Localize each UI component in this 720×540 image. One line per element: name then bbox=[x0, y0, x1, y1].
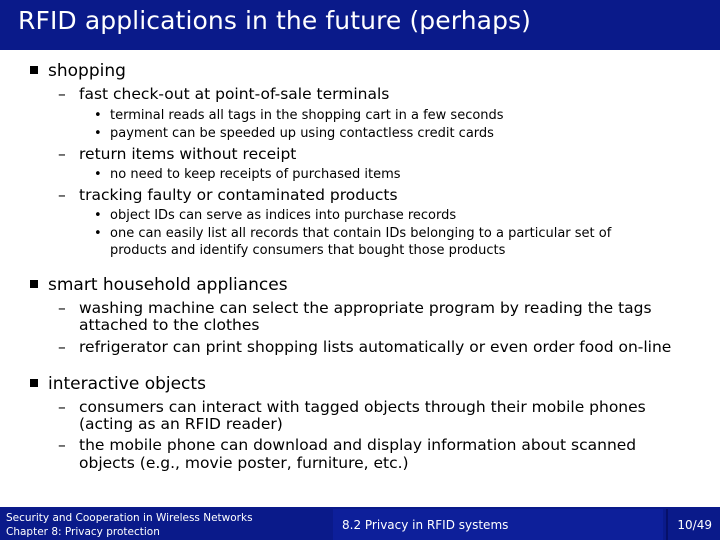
slide-title: RFID applications in the future (perhaps) bbox=[18, 6, 532, 35]
footer-course-title: Security and Cooperation in Wireless Networks bbox=[6, 512, 253, 524]
dash-bullet-icon: – bbox=[58, 338, 66, 356]
subitem-label: no need to keep receipts of purchased items bbox=[110, 167, 401, 182]
item-label: objects (e.g., movie poster, furniture, etc.) bbox=[79, 454, 409, 472]
item-label: fast check-out at point-of-sale terminals bbox=[79, 85, 390, 103]
footer-bar bbox=[0, 507, 720, 540]
footer-chapter: Chapter 8: Privacy protection bbox=[6, 526, 160, 538]
item-label: refrigerator can print shopping lists automatically or even order food on-line bbox=[79, 338, 672, 356]
section-interactive-objects bbox=[30, 374, 206, 394]
subitem-label: payment can be speeded up using contactless credit cards bbox=[110, 126, 494, 141]
footer-course bbox=[6, 511, 253, 539]
section-label: interactive objects bbox=[48, 374, 206, 394]
subitem-label: products and identify consumers that bought those products bbox=[110, 243, 506, 258]
item-label: return items without receipt bbox=[79, 145, 297, 163]
square-bullet-icon bbox=[30, 66, 38, 74]
page-number: 10/49 bbox=[677, 518, 712, 532]
item-label: tracking faulty or contaminated products bbox=[79, 186, 398, 204]
dot-bullet-icon: • bbox=[94, 108, 102, 123]
item-label: the mobile phone can download and display information about scanned bbox=[79, 436, 637, 454]
subitem-label: object IDs can serve as indices into purchase records bbox=[110, 208, 457, 223]
dash-bullet-icon: – bbox=[58, 436, 66, 454]
subitem-label: terminal reads all tags in the shopping cart in a few seconds bbox=[110, 108, 504, 123]
footer-section: 8.2 Privacy in RFID systems bbox=[342, 518, 509, 532]
footer-section-box bbox=[333, 509, 663, 540]
dot-bullet-icon: • bbox=[94, 167, 102, 182]
item-label: (acting as an RFID reader) bbox=[79, 415, 283, 433]
dash-bullet-icon: – bbox=[58, 398, 66, 416]
dash-bullet-icon: – bbox=[58, 85, 66, 103]
section-label: shopping bbox=[48, 61, 126, 81]
square-bullet-icon bbox=[30, 379, 38, 387]
dash-bullet-icon: – bbox=[58, 145, 66, 163]
section-label: smart household appliances bbox=[48, 275, 288, 295]
dot-bullet-icon: • bbox=[94, 208, 102, 223]
footer-divider bbox=[666, 509, 668, 540]
square-bullet-icon bbox=[30, 280, 38, 288]
item-label: washing machine can select the appropriate program by reading the tags bbox=[79, 299, 652, 317]
title-bar bbox=[0, 0, 720, 50]
dash-bullet-icon: – bbox=[58, 299, 66, 317]
dash-bullet-icon: – bbox=[58, 186, 66, 204]
subitem-label: one can easily list all records that contain IDs belonging to a particular set of bbox=[110, 226, 612, 241]
item-label: consumers can interact with tagged objects through their mobile phones bbox=[79, 398, 646, 416]
section-smart-appliances bbox=[30, 275, 288, 295]
dot-bullet-icon: • bbox=[94, 226, 102, 241]
item-label: attached to the clothes bbox=[79, 316, 260, 334]
section-shopping bbox=[30, 61, 126, 81]
dot-bullet-icon: • bbox=[94, 126, 102, 141]
